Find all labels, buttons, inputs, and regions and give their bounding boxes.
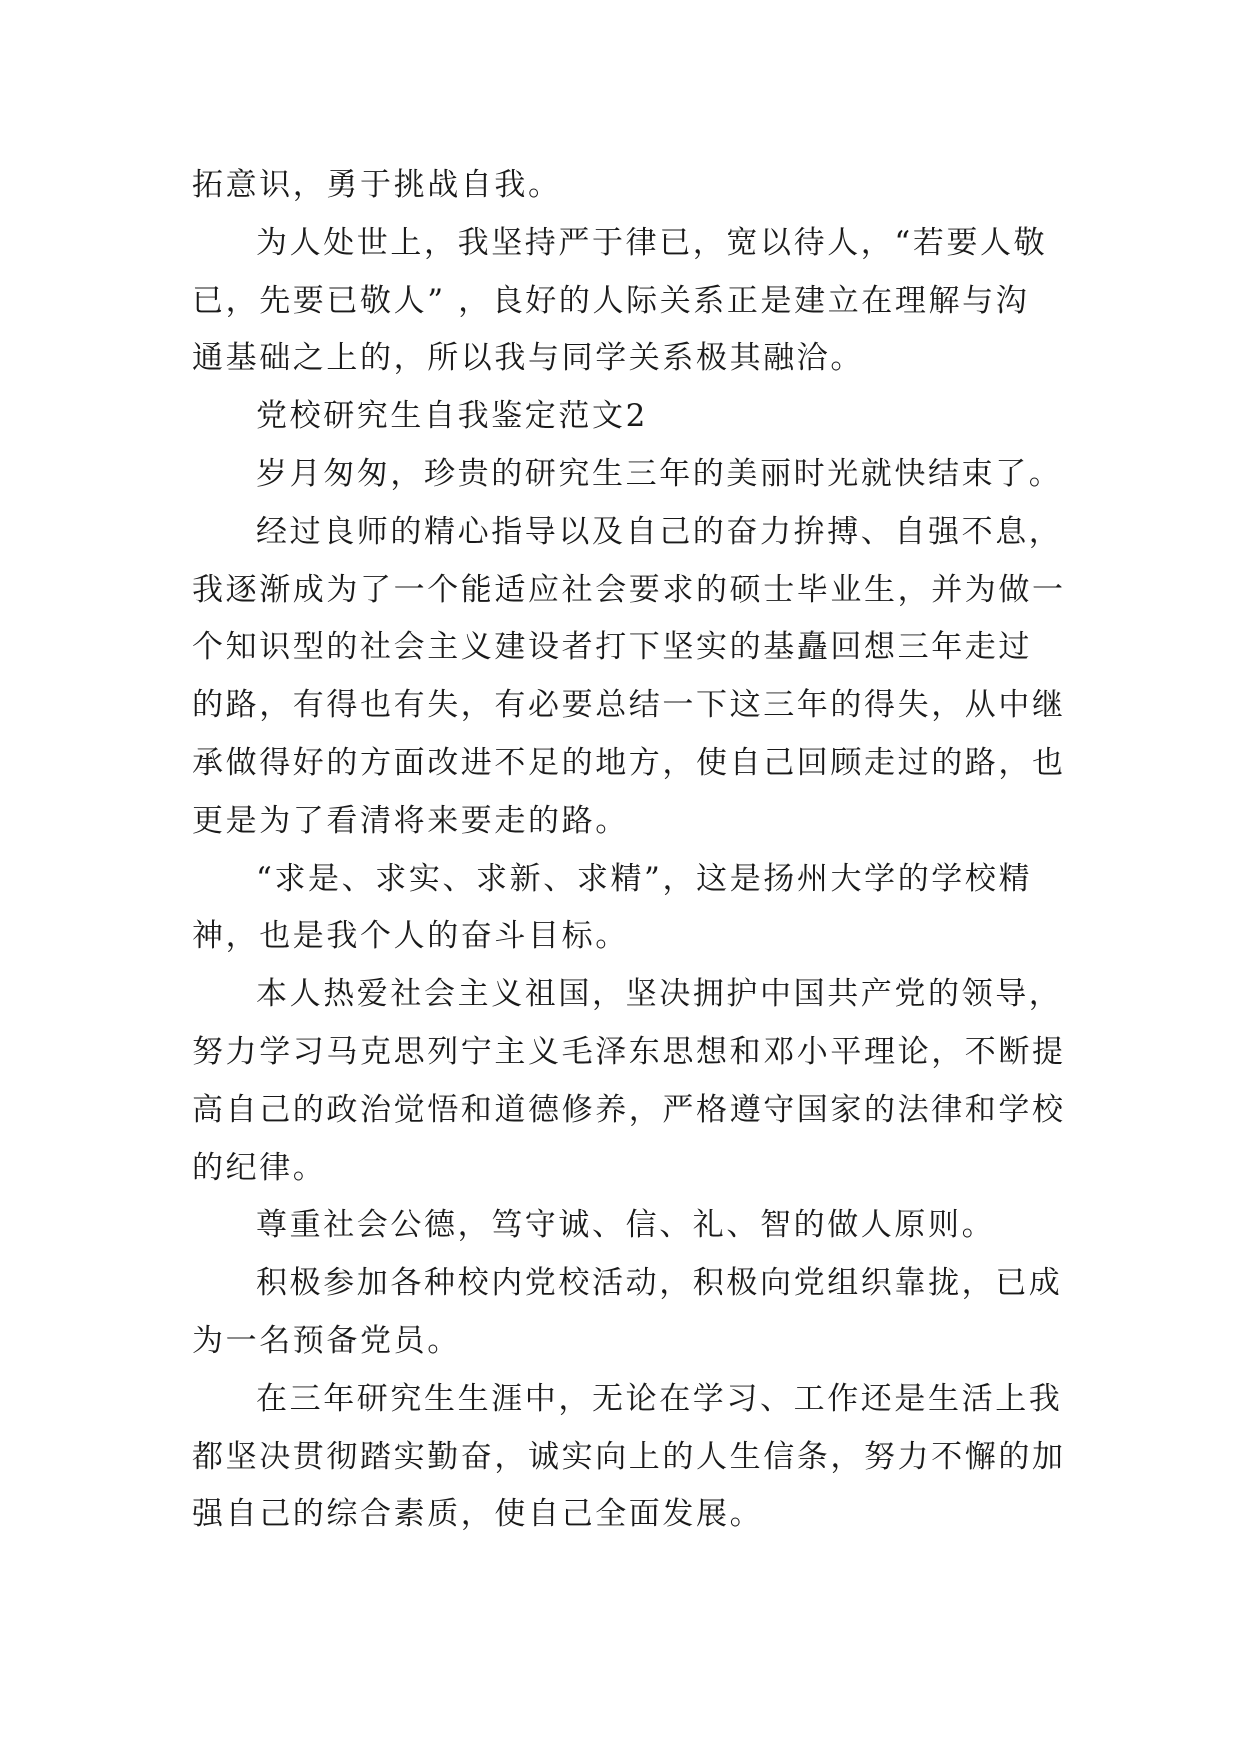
text-line: 通基础之上的，所以我与同学关系极其融洽。 [192,340,864,377]
text-line: 的路，有得也有失，有必要总结一下这三年的得失，从中继 [192,687,1066,724]
text-line: 积极参加各种校内党校活动，积极向党组织靠拢，已成 [256,1265,1063,1302]
text-line: 个知识型的社会主义建设者打下坚实的基矗回想三年走过 [192,629,1032,666]
text-line: 在三年研究生生涯中，无论在学习、工作还是生活上我 [256,1380,1063,1417]
text-line: 都坚决贯彻踏实勤奋，诚实向上的人生信条，努力不懈的加 [192,1438,1066,1475]
text-line: 努力学习马克思列宁主义毛泽东思想和邓小平理论，不断提 [192,1033,1066,1070]
text-line: 的纪律。 [192,1149,327,1186]
text-line: 经过良师的精心指导以及自己的奋力拚搏、自强不息， [256,513,1063,550]
text-line: 承做得好的方面改进不足的地方，使自己回顾走过的路，也 [192,744,1066,781]
text-line: 已，先要已敬人” ，良好的人际关系正是建立在理解与沟 [192,282,1030,319]
text-line: 更是为了看清将来要走的路。 [192,802,629,839]
text-line: 高自己的政治觉悟和道德修养，严格遵守国家的法律和学校 [192,1091,1066,1128]
text-line: 神，也是我个人的奋斗目标。 [192,918,629,955]
text-line: 岁月匆匆，珍贵的研究生三年的美丽时光就快结束了。 [256,455,1063,492]
text-line: 本人热爱社会主义祖国，坚决拥护中国共产党的领导， [256,976,1063,1013]
section-heading: 党校研究生自我鉴定范文2 [256,398,648,435]
text-line: 拓意识，勇于挑战自我。 [192,167,562,203]
text-line: “求是、求实、求新、求精”，这是扬州大学的学校精 [256,860,1033,897]
text-line: 我逐渐成为了一个能适应社会要求的硕士毕业生，并为做一 [192,571,1066,608]
text-line: 尊重社会公德，笃守诚、信、礼、智的做人原则。 [256,1207,996,1244]
text-line: 为人处世上，我坚持严于律已，宽以待人，“若要人敬 [256,224,1048,261]
text-line: 强自己的综合素质，使自己全面发展。 [192,1496,764,1533]
text-line: 为一名预备党员。 [192,1322,461,1359]
document-body [192,157,1072,1544]
